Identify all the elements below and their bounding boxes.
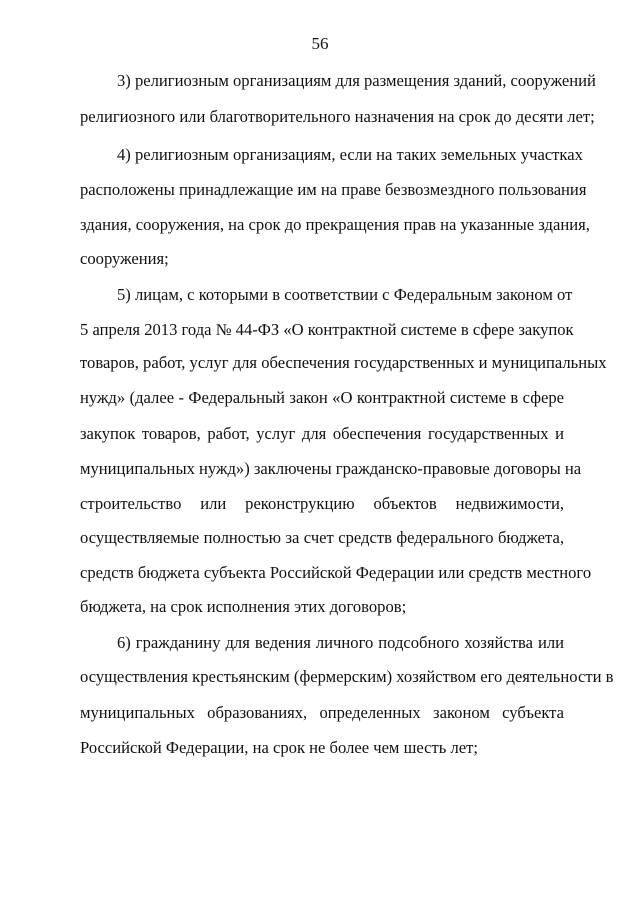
text-line: бюджета, на срок исполнения этих договоров; xyxy=(80,597,407,616)
text-line: Российской Федерации, на срок не более чем шесть лет; xyxy=(80,738,478,757)
text-line: муниципальных нужд») заключены гражданско-правовые договоры на xyxy=(80,459,582,478)
text-line: здания, сооружения, на срок до прекращения прав на указанные здания, xyxy=(80,215,590,234)
page-number: 56 xyxy=(311,34,329,53)
text-line: закупок товаров, работ, услуг для обеспечения государственных и xyxy=(80,424,564,443)
text-line: расположены принадлежащие им на праве безвозмездного пользования xyxy=(80,180,587,199)
text-line: осуществляемые полностью за счет средств федерального бюджета, xyxy=(80,528,564,547)
text-line: товаров, работ, услуг для обеспечения государственных и муниципальных xyxy=(80,353,607,372)
text-line: осуществления крестьянским (фермерским) хозяйством его деятельности в xyxy=(80,667,614,686)
text-line: 6) гражданину для ведения личного подсобного хозяйства или xyxy=(117,633,564,652)
text-line: средств бюджета субъекта Российской Федерации или средств местного xyxy=(80,563,592,582)
text-line: сооружения; xyxy=(80,249,169,268)
text-line: 3) религиозным организациям для размещения зданий, сооружений xyxy=(117,71,596,90)
text-line: религиозного или благотворительного назначения на срок до десяти лет; xyxy=(80,107,595,126)
text-line: 5) лицам, с которыми в соответствии с Федеральным законом от xyxy=(117,285,573,304)
text-line: 5 апреля 2013 года № 44-ФЗ «О контрактной системе в сфере закупок xyxy=(80,320,574,339)
text-line: 4) религиозным организациям, если на таких земельных участках xyxy=(117,145,583,164)
text-line: строительство или реконструкцию объектов недвижимости, xyxy=(80,494,564,513)
text-line: муниципальных образованиях, определенных законом субъекта xyxy=(80,703,564,722)
text-line: нужд» (далее - Федеральный закон «О контрактной системе в сфере xyxy=(80,388,564,407)
